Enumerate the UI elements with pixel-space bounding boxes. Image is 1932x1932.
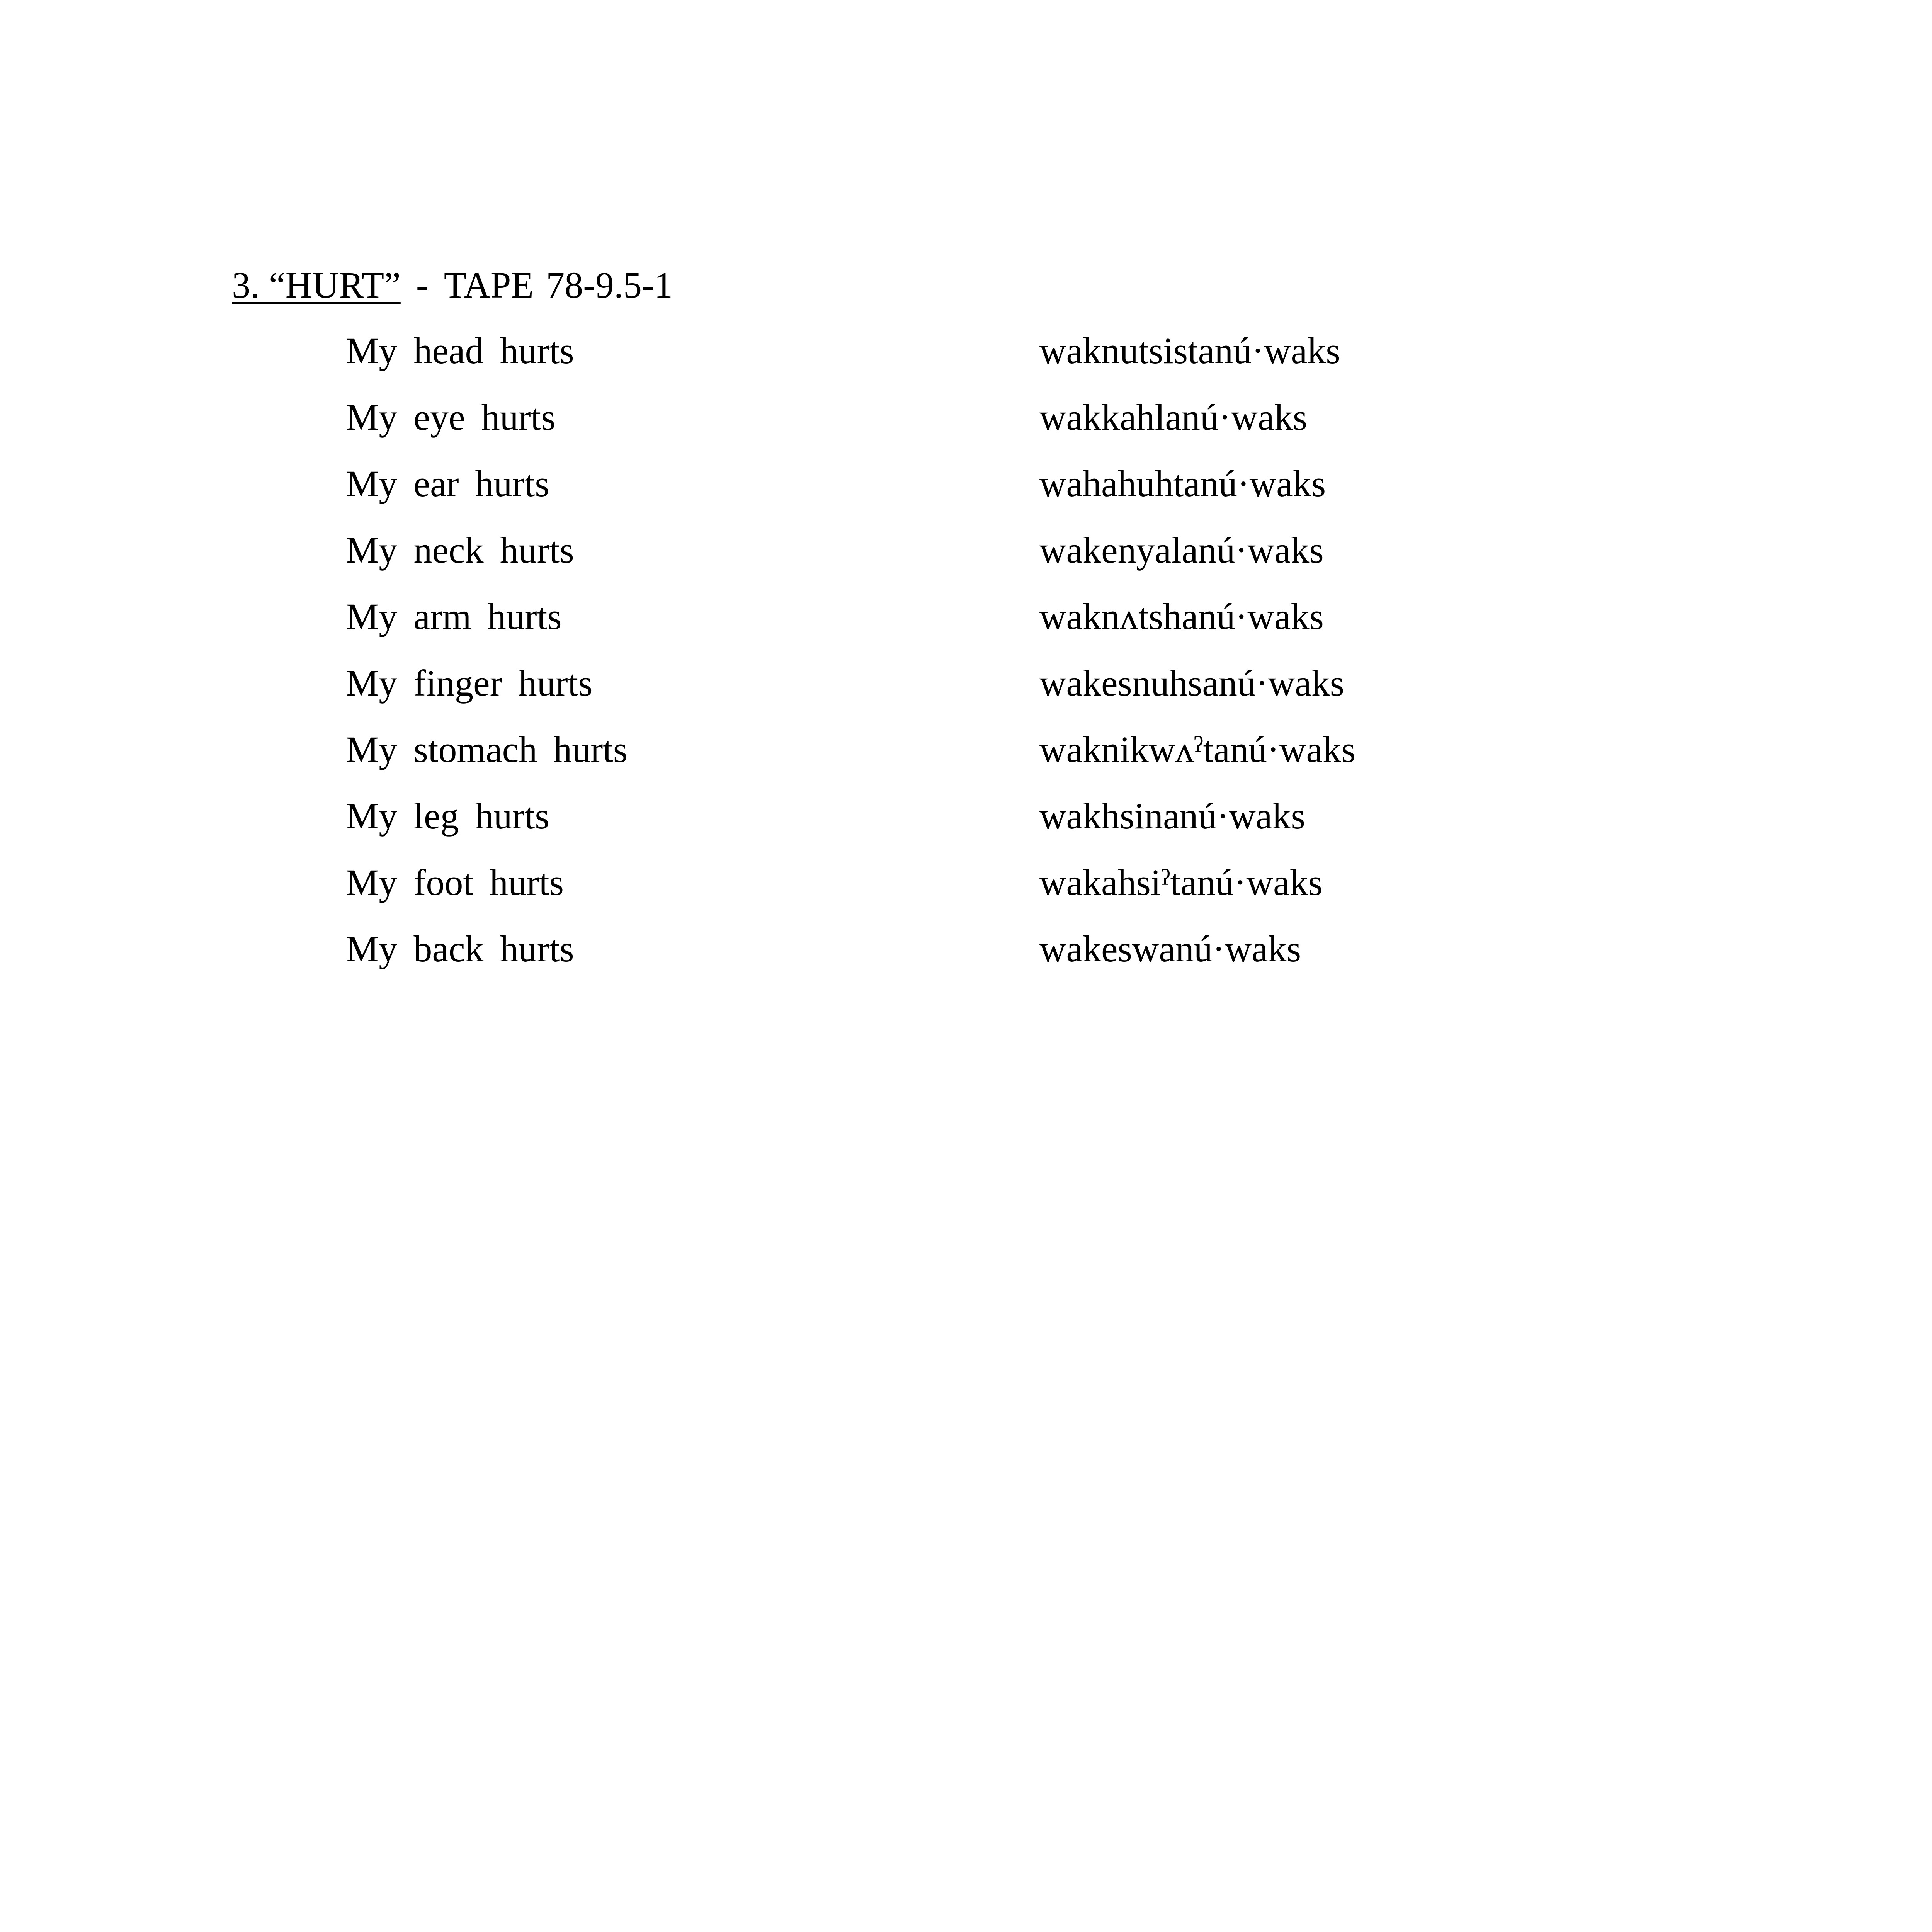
vocab-row: [0, 731, 1932, 798]
english-phrase: My back hurts: [346, 928, 574, 969]
vocab-row: [0, 930, 1932, 997]
english-phrase: My ear hurts: [346, 463, 549, 504]
vocab-row: [0, 598, 1932, 665]
section-title-underlined: [232, 264, 401, 306]
mohawk-phrase: wakahsiˀtanú·waks: [1039, 862, 1323, 903]
section-number: 3.: [232, 264, 260, 306]
english-phrase: My neck hurts: [346, 529, 574, 571]
mohawk-phrase: wakkahlanú·waks: [1039, 396, 1308, 438]
vocab-row: [0, 465, 1932, 532]
english-phrase: My eye hurts: [346, 396, 556, 438]
english-phrase: My finger hurts: [346, 662, 593, 704]
mohawk-phrase: wakeswanú·waks: [1039, 928, 1301, 969]
tape-number: 78-9.5-1: [546, 264, 673, 306]
mohawk-phrase: wahahuhtanú·waks: [1039, 463, 1326, 504]
english-phrase: My stomach hurts: [346, 729, 628, 770]
heading-separator: -: [416, 264, 429, 306]
vocabulary-list: [0, 332, 1932, 997]
section-heading: [232, 264, 673, 306]
mohawk-phrase: waknutsistanú·waks: [1039, 330, 1340, 371]
english-phrase: My foot hurts: [346, 862, 564, 903]
vocab-row: [0, 332, 1932, 399]
vocab-row: [0, 529, 1932, 598]
vocab-row: [0, 662, 1932, 731]
vocab-row: [0, 864, 1932, 930]
mohawk-phrase: wakhsinanú·waks: [1039, 795, 1305, 837]
mohawk-phrase: waknʌtshanú·waks: [1039, 596, 1324, 637]
vocab-row: [0, 795, 1932, 864]
english-phrase: My head hurts: [346, 330, 574, 371]
mohawk-phrase: waknikwʌˀtanú·waks: [1039, 729, 1356, 770]
section-title: “HURT”: [269, 264, 401, 306]
tape-label: TAPE: [444, 264, 534, 306]
mohawk-phrase: wakesnuhsanú·waks: [1039, 662, 1345, 704]
english-phrase: My leg hurts: [346, 795, 549, 837]
vocab-row: [0, 396, 1932, 465]
mohawk-phrase: wakenyalanú·waks: [1039, 529, 1324, 571]
english-phrase: My arm hurts: [346, 596, 562, 637]
